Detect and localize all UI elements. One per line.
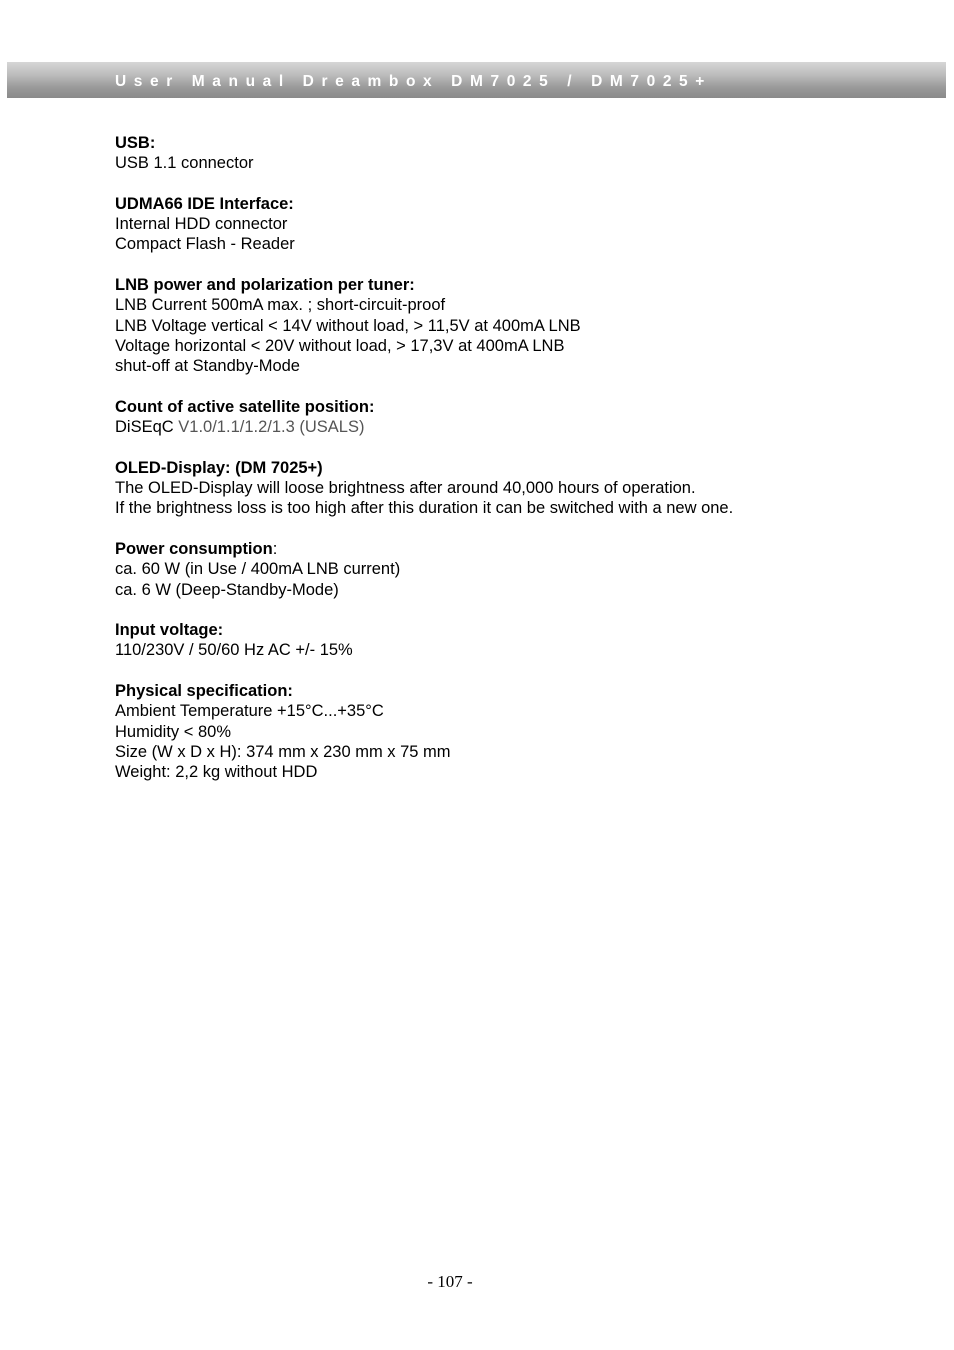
section-heading: OLED-Display: (DM 7025+): [115, 458, 323, 477]
section-line: [115, 417, 915, 437]
section-line: Humidity < 80%: [115, 722, 232, 741]
section-line: shut-off at Standby-Mode: [115, 357, 300, 376]
section-line: LNB Voltage vertical < 14V without load, > 11,5V at 400mA LNB: [115, 316, 581, 335]
diseqc-label: DiSEqC: [115, 418, 179, 437]
section-usb: [115, 133, 915, 174]
section-line: ca. 6 W (Deep-Standby-Mode): [115, 580, 339, 599]
diseqc-versions: V1.0/1.1/1.2/1.3 (USALS): [178, 418, 365, 437]
section-ide-interface: [115, 194, 915, 255]
section-line: 110/230V / 50/60 Hz AC +/- 15%: [115, 641, 353, 660]
section-oled-display: [115, 458, 915, 519]
section-line: ca. 60 W (in Use / 400mA LNB current): [115, 560, 401, 579]
section-line: The OLED-Display will loose brightness after around 40,000 hours of operation.: [115, 479, 696, 498]
header-title: User Manual Dreambox DM7025 / DM7025+: [115, 73, 712, 90]
section-heading: UDMA66 IDE Interface:: [115, 194, 294, 213]
section-power-consumption: [115, 539, 915, 600]
header-bar: [7, 62, 946, 98]
section-physical-specification: [115, 681, 915, 782]
section-heading: LNB power and polarization per tuner:: [115, 276, 415, 295]
section-heading: USB:: [115, 134, 156, 152]
section-heading: Count of active satellite position:: [115, 397, 375, 416]
section-line: USB 1.1 connector: [115, 154, 254, 173]
section-heading: Physical specification:: [115, 682, 293, 701]
section-line: LNB Current 500mA max. ; short-circuit-proof: [115, 296, 446, 315]
section-heading: Input voltage:: [115, 621, 224, 640]
section-heading: Power consumption: [115, 539, 273, 558]
section-line: Compact Flash - Reader: [115, 235, 295, 254]
section-line: If the brightness loss is too high after this duration it can be switched with a new one.: [115, 499, 734, 518]
section-lnb-power: [115, 275, 915, 376]
heading-colon: :: [272, 539, 278, 558]
section-input-voltage: [115, 620, 915, 661]
section-line: Ambient Temperature +15°C...+35°C: [115, 702, 384, 721]
section-satellite-position: [115, 397, 915, 438]
section-line: Voltage horizontal < 20V without load, > 17,3V at 400mA LNB: [115, 336, 565, 355]
spec-content: [115, 133, 915, 803]
section-heading-line: [115, 539, 915, 559]
page-number: - 107 -: [427, 1272, 473, 1291]
section-line: Weight: 2,2 kg without HDD: [115, 763, 318, 782]
section-line: Internal HDD connector: [115, 215, 288, 234]
section-line: Size (W x D x H): 374 mm x 230 mm x 75 mm: [115, 742, 451, 761]
